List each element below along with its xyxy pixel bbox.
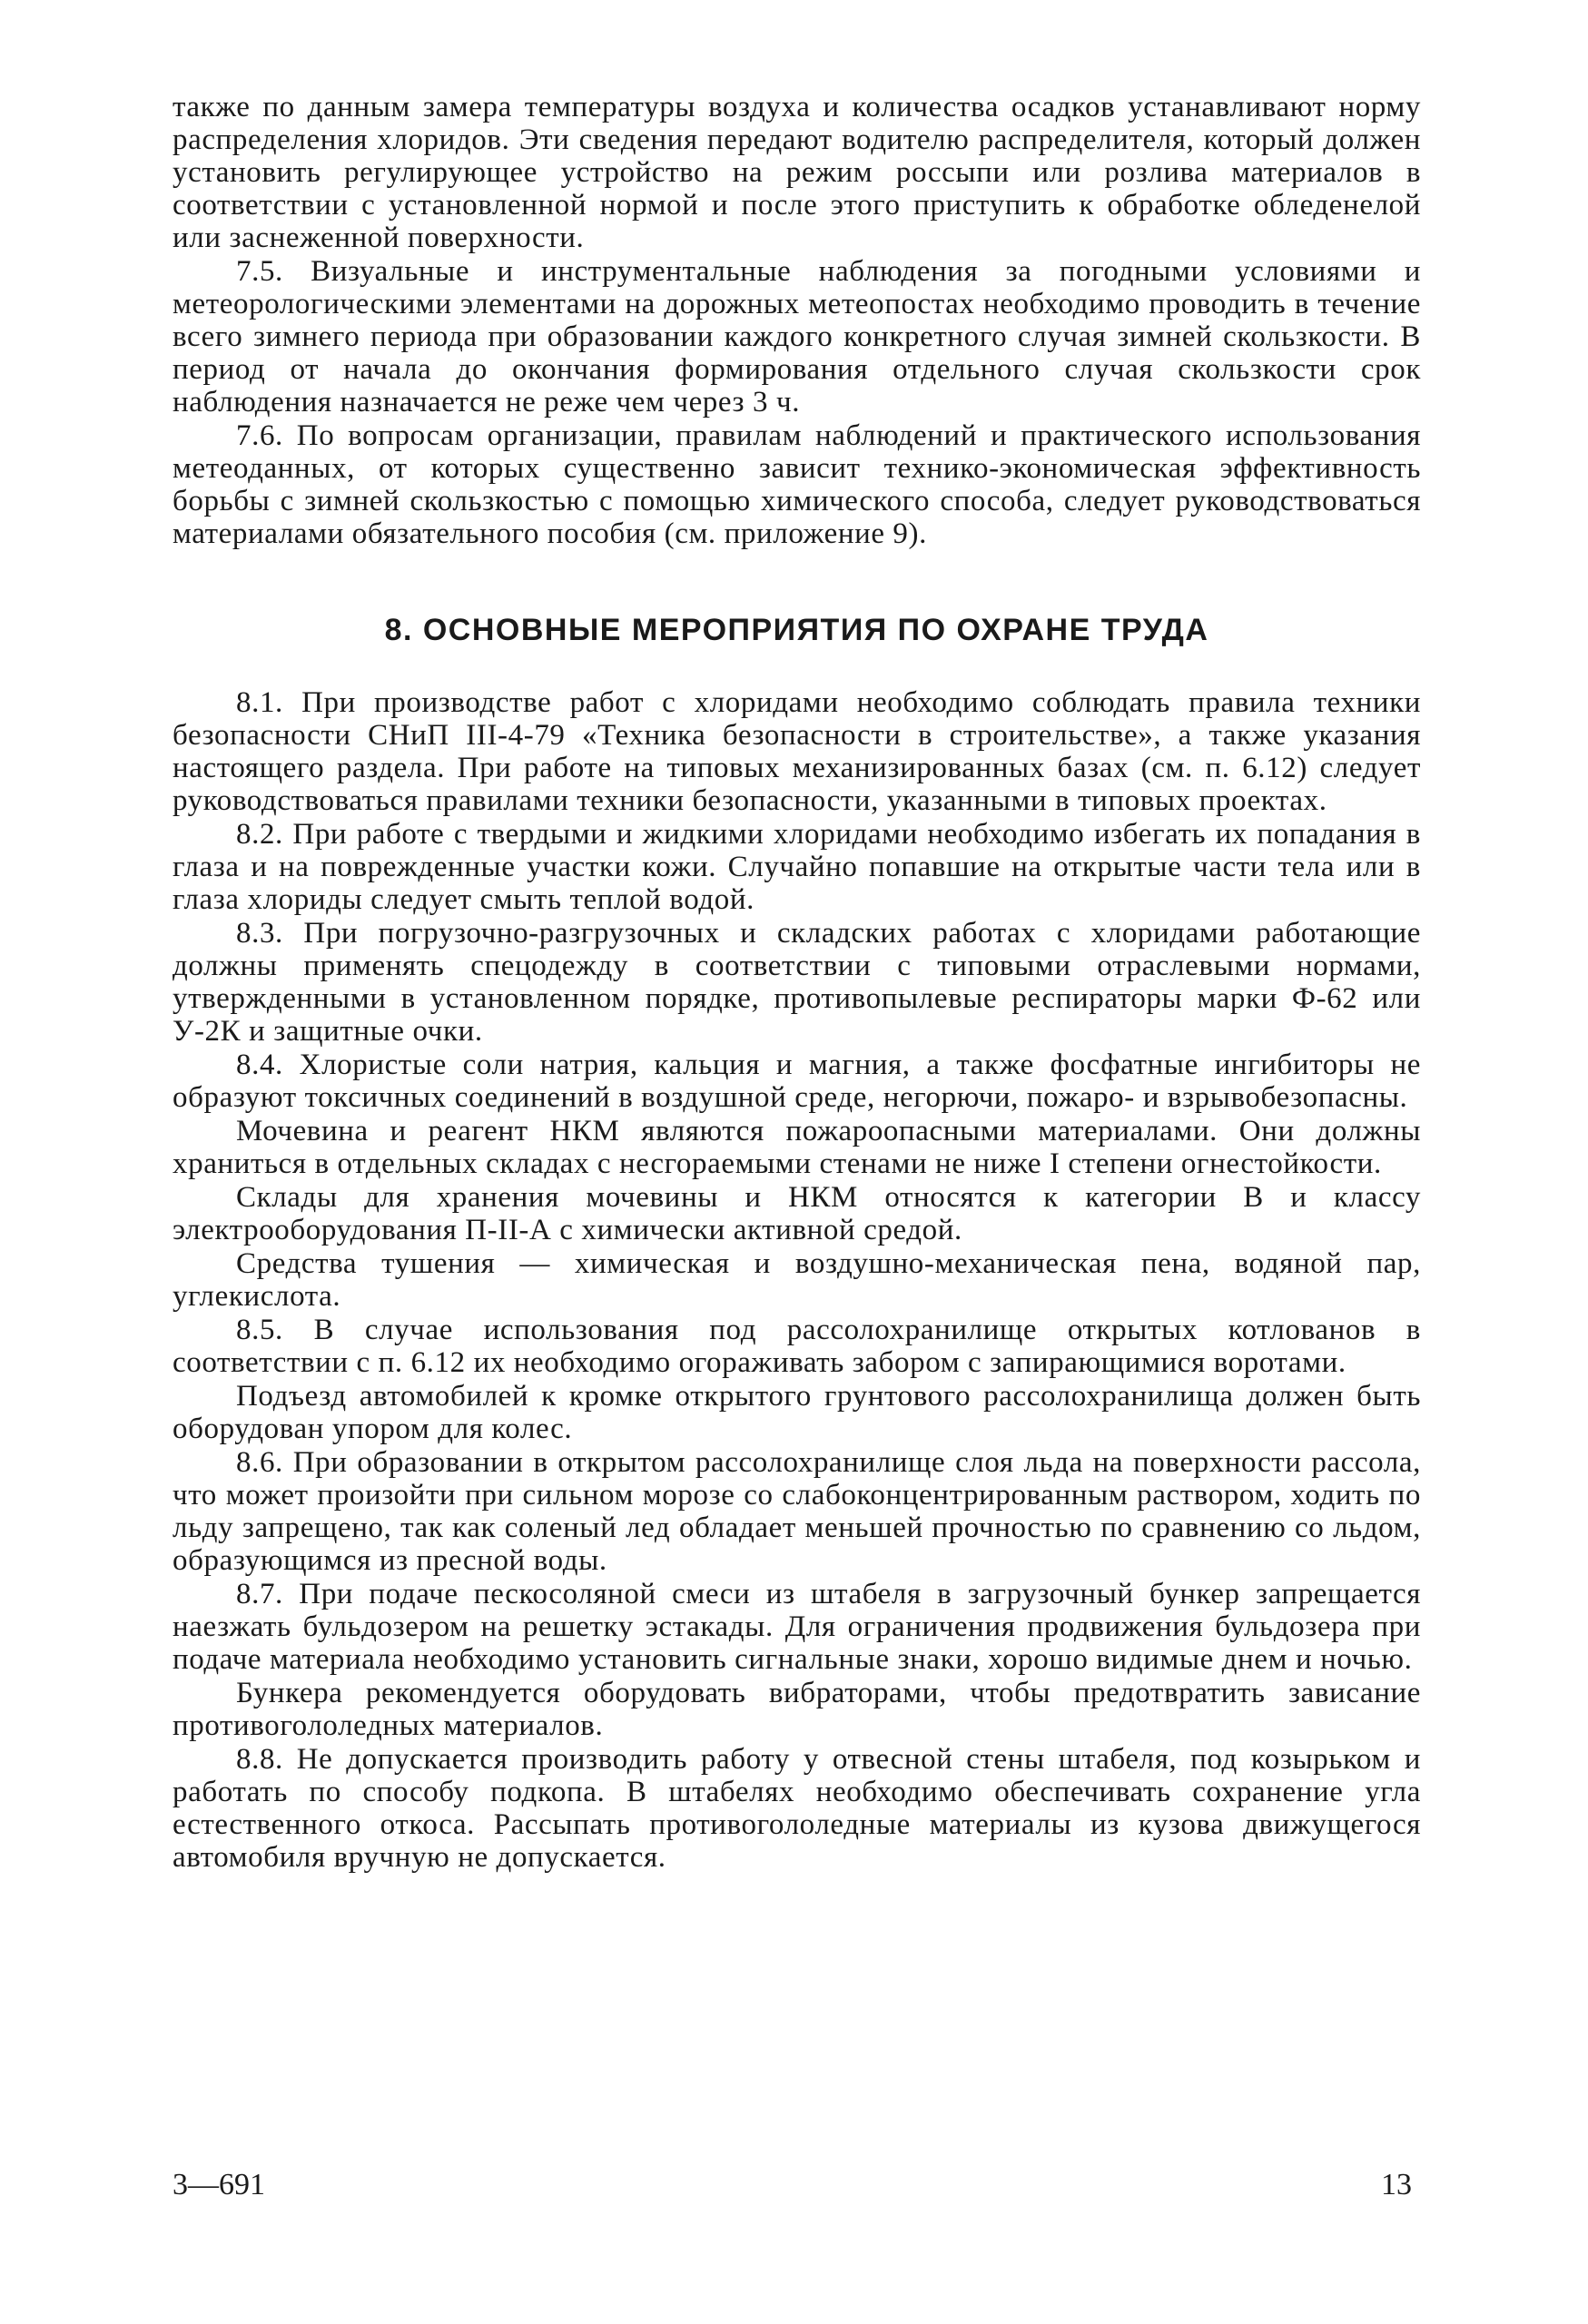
paragraph-extinguishing-means: Средства тушения — химическая и воздушно-механическая пена, водяной пар, углекислота. — [173, 1247, 1421, 1313]
paragraph-8-7: 8.7. При подаче пескосоляной смеси из штабеля в загрузочный бункер запрещается наезжать бульдозером на решетку эстакады. Для ограничения продвижения бульдозера при подаче материала необходимо установить сигнальные знаки, хорошо видимые днем и ночью. — [173, 1578, 1421, 1676]
document-page — [173, 91, 1421, 1874]
paragraph-8-5: 8.5. В случае использования под рассолохранилище открытых котлованов в соответствии с п. 6.12 их необходимо огораживать забором с запирающимися воротами. — [173, 1314, 1421, 1379]
page-number: 13 — [1381, 2168, 1412, 2201]
paragraph-8-2: 8.2. При работе с твердыми и жидкими хлоридами необходимо избегать их попадания в глаза и на поврежденные участки кожи. Случайно попавшие на открытые части тела или в глаза хлориды следует смыть теплой водой. — [173, 818, 1421, 916]
paragraph-8-8: 8.8. Не допускается производить работу у отвесной стены штабеля, под козырьком и работать по способу подкопа. В штабелях необходимо обеспечивать сохранение угла естественного откоса. Рассыпать противогололедные материалы из кузова движущегося автомобиля вручную не допускается. — [173, 1743, 1421, 1874]
paragraph-vehicle-access: Подъезд автомобилей к кромке открытого грунтового рассолохранилища должен быть оборудован упором для колес. — [173, 1380, 1421, 1445]
paragraph-7-6: 7.6. По вопросам организации, правилам наблюдений и практического использования метеоданных, от которых существенно зависит технико-экономическая эффективность борьбы с зимней скользкостью с помощью химического способа, следует руководствоваться материалами обязательного пособия (см. приложение 9). — [173, 419, 1421, 550]
paragraph-hopper-vibrators: Бункера рекомендуется оборудовать вибраторами, чтобы предотвратить зависание противогололедных материалов. — [173, 1677, 1421, 1742]
page-footer — [173, 2168, 1421, 2208]
paragraph-7-5: 7.5. Визуальные и инструментальные наблюдения за погодными условиями и метеорологическими элементами на дорожных метеопостах необходимо проводить в течение всего зимнего периода при образовании каждого конкретного случая зимней скользкости. В период от начала до окончания формирования отдельного случая скользкости срок наблюдения назначается не реже чем через 3 ч. — [173, 255, 1421, 419]
paragraph-warehouse-category: Склады для хранения мочевины и НКМ относятся к категории В и классу электрооборудования П-II-А с химически активной средой. — [173, 1181, 1421, 1246]
paragraph-continuation: также по данным замера температуры воздуха и количества осадков устанавливают норму распределения хлоридов. Эти сведения передают водителю распределителя, который должен установить регулирующее устройство на режим россыпи или розлива материалов в соответствии с установленной нормой и после этого приступить к обработке обледенелой или заснеженной поверхности. — [173, 91, 1421, 254]
paragraph-8-6: 8.6. При образовании в открытом рассолохранилище слоя льда на поверхности рассола, что может произойти при сильном морозе со слабоконцентрированным раствором, ходить по льду запрещено, так как соленый лед обладает меньшей прочностью по сравнению со льдом, образующимся из пресной воды. — [173, 1446, 1421, 1577]
paragraph-8-4: 8.4. Хлористые соли натрия, кальция и магния, а также фосфатные ингибиторы не образуют токсичных соединений в воздушной среде, негорючи, пожаро- и взрывобезопасны. — [173, 1049, 1421, 1114]
paragraph-8-3: 8.3. При погрузочно-разгрузочных и складских работах с хлоридами работающие должны применять спецодежду в соответствии с типовыми отраслевыми нормами, утвержденными в установленном порядке, противопылевые респираторы марки Ф-62 или У-2К и защитные очки. — [173, 917, 1421, 1048]
section-heading: 8. ОСНОВНЫЕ МЕРОПРИЯТИЯ ПО ОХРАНЕ ТРУДА — [384, 613, 1209, 647]
print-code: 3—691 — [173, 2168, 265, 2201]
paragraph-urea-nkm: Мочевина и реагент НКМ являются пожароопасными материалами. Они должны храниться в отдельных складах с несгораемыми стенами не ниже I степени огнестойкости. — [173, 1115, 1421, 1180]
paragraph-8-1: 8.1. При производстве работ с хлоридами необходимо соблюдать правила техники безопасности СНиП III-4-79 «Техника безопасности в строительстве», а также указания настоящего раздела. При работе на типовых механизированных базах (см. п. 6.12) следует руководствоваться правилами техники безопасности, указанными в типовых проектах. — [173, 686, 1421, 817]
